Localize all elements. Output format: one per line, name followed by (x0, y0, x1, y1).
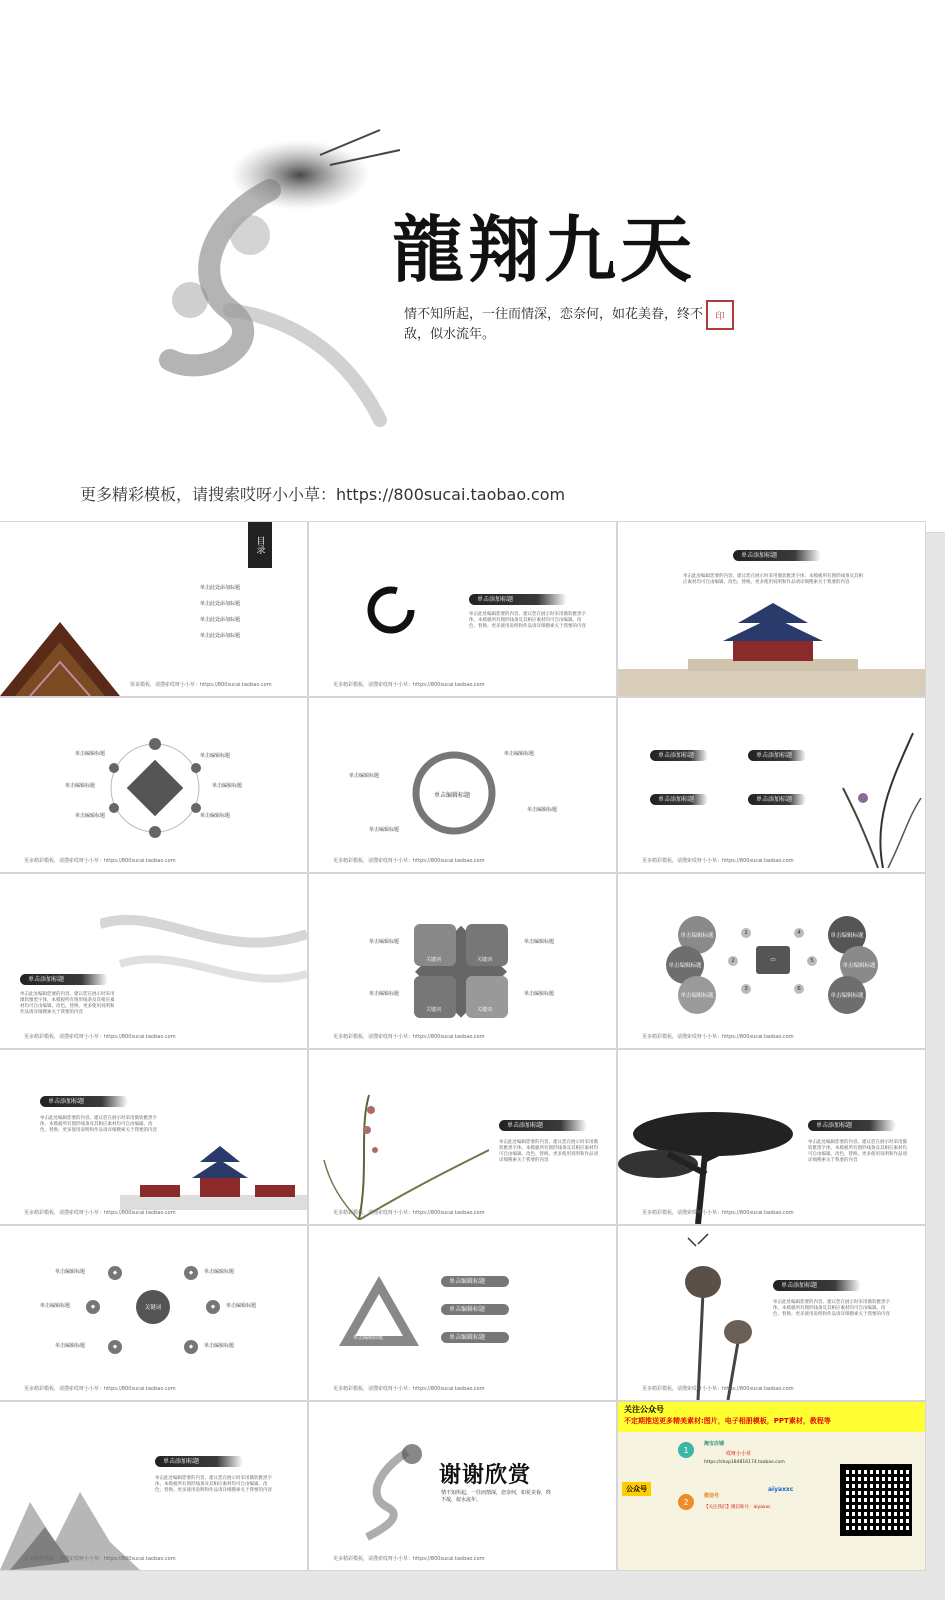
hero-banner-text[interactable]: 更多精彩模板，请搜索哎呀小小草：https://800sucai.taobao.com (80, 485, 566, 504)
ad-subheading: 不定期推送更多精美素材:图片，电子相册模板，PPT素材，教程等 (624, 1417, 831, 1425)
shop-name[interactable]: 哎呀小小草 (726, 1451, 752, 1457)
node-title-3[interactable]: 单击编辑标题 (55, 1343, 86, 1349)
hub-circle-4[interactable]: 单击编辑标题 (828, 916, 866, 954)
keyword-1[interactable]: 关键词 (426, 957, 442, 963)
hub-icon-3: ◆ (108, 1340, 122, 1354)
hub-icon-2: ◆ (86, 1300, 100, 1314)
slide-orchid-flower[interactable] (309, 1050, 616, 1224)
slide-footer: 更多精彩模板，请搜索哎呀小小草：https://800sucai.taobao.com (642, 1034, 794, 1040)
slide-temple-heaven[interactable] (618, 522, 925, 696)
slide-lotus[interactable] (618, 1226, 925, 1400)
slide-footer: 更多精彩模板，请搜索哎呀小小草：https://800sucai.taobao.com (642, 1210, 794, 1216)
step-2-note: 【关注我们】微信账号：aiyaxxc (704, 1505, 771, 1510)
node-title-4[interactable]: 单击编辑标题 (524, 991, 555, 997)
slide-recycle[interactable] (309, 1226, 616, 1400)
hub-circle-6[interactable]: 单击编辑标题 (828, 976, 866, 1014)
slide-body-text[interactable]: 单击此处编辑您要的内容，建议您在展示时采用微软雅黑字体，本模板所有图形线条及其相应素材均可自由编辑、改色、替换。更多使用说明和作品请详细搜索关于我要的内容 (469, 612, 586, 629)
hero-poem: 情不知所起，一往而情深，恋奈何，如花美眷，终不敌，似水流年。 (404, 307, 704, 342)
slide-footer: 更多精彩模板，请搜索哎呀小小草：https://800sucai.taobao.com (333, 1210, 485, 1216)
node-title-1[interactable]: 单击编辑标题 (369, 939, 400, 945)
number-6: 6 (794, 984, 804, 994)
hero-slide[interactable] (0, 0, 945, 532)
node-title-6[interactable]: 单击编辑标题 (200, 813, 231, 819)
slide-title-brush[interactable]: 单击添加标题 (733, 550, 821, 561)
list-tag-3[interactable]: 单击编辑标题 (441, 1332, 509, 1343)
tree-silhouette-image (618, 1104, 803, 1224)
step-1-badge: 1 (678, 1442, 694, 1458)
node-title-5[interactable]: 单击编辑标题 (212, 783, 243, 789)
slide-body-text[interactable]: 单击此处编辑您要的内容，建议您在展示时采用微软雅黑字体，本模板所有图形线条及其相应素材均可自由编辑、改色、替换。更多使用说明和作品请详细搜索关于我要的内容 (773, 1300, 890, 1317)
step-2-title: 微信号 (704, 1493, 720, 1499)
thanks-poem: 情不知所起，一往而情深，恋奈何，如花美眷，终不敌，似水流年。 (441, 1490, 552, 1503)
slide-title-brush[interactable]: 单击添加标题 (155, 1456, 243, 1467)
red-seal-stamp: 印 (706, 300, 734, 330)
slide-diamond-cycle[interactable] (0, 698, 307, 872)
list-tag-1[interactable]: 单击编辑标题 (441, 1276, 509, 1287)
node-title-1[interactable]: 单击编辑标题 (349, 773, 380, 779)
slide-toc[interactable] (0, 522, 307, 696)
slide-landscape[interactable] (0, 1402, 307, 1570)
hub-icon-4: ◆ (184, 1266, 198, 1280)
ink-wave-image (100, 904, 307, 1004)
ad-panel[interactable] (618, 1402, 925, 1570)
node-title-1[interactable]: 单击编辑标题 (55, 1269, 86, 1275)
slide-footer: 更多精彩模板，请搜索哎呀小小草：https://800sucai.taobao.com (333, 858, 485, 864)
slide-keyword-quad[interactable] (309, 874, 616, 1048)
node-title-2[interactable]: 单击编辑标题 (369, 991, 400, 997)
slide-title-brush[interactable]: 单击添加标题 (40, 1096, 128, 1107)
hub-circle-2[interactable]: 单击编辑标题 (666, 946, 704, 984)
slide-title-brush[interactable]: 单击添加标题 (650, 794, 708, 805)
qr-code[interactable] (840, 1464, 912, 1536)
step-1-title: 淘宝店铺 (704, 1441, 725, 1447)
ad-heading: 关注公众号 (624, 1405, 664, 1414)
slide-footer: 更多精彩模板，请搜索哎呀小小草：https://800sucai.taobao.com (24, 858, 176, 864)
thanks-title: 谢谢欣赏 (439, 1462, 532, 1488)
slide-title-brush[interactable]: 单击添加标题 (650, 750, 708, 761)
list-tag-2[interactable]: 单击编辑标题 (441, 1304, 509, 1315)
node-title-4[interactable]: 单击编辑标题 (204, 1269, 235, 1275)
slide-body-text[interactable]: 单击此处编辑您要的内容，建议您在展示时采用微软雅黑字体，本模板所有图形线条及其相应素材均可自由编辑、改色、替换。更多使用说明和作品请详细搜索关于我要的内容 (808, 1140, 907, 1163)
toc-item-3[interactable]: 单击此处添加标题 (200, 617, 241, 623)
slide-orchid-grid[interactable] (618, 698, 925, 872)
slide-keyword-hub[interactable] (0, 1226, 307, 1400)
node-title-3[interactable]: 单击编辑标题 (524, 939, 555, 945)
slide-monitor-hub[interactable] (618, 874, 925, 1048)
hero-title: 龍翔九天 (392, 207, 697, 292)
slide-footer: 更多精彩模板，请搜索哎呀小小草：https://800sucai.taobao.com (642, 1386, 794, 1392)
hub-icon-6: ◆ (184, 1340, 198, 1354)
slide-title-brush[interactable]: 单击添加标题 (20, 974, 108, 985)
slide-footer: 更多精彩模板，请搜索哎呀小小草：https://800sucai.taobao.com (642, 858, 794, 864)
temple-pavilion-image (120, 1140, 307, 1210)
monitor-icon: ▭ (756, 946, 790, 974)
keyword-4[interactable]: 关键词 (477, 1007, 493, 1013)
slide-ring[interactable] (309, 698, 616, 872)
node-title-3[interactable]: 单击编辑标题 (504, 751, 535, 757)
node-title-4[interactable]: 单击编辑标题 (527, 807, 558, 813)
slide-title-brush[interactable]: 单击添加标题 (748, 750, 806, 761)
slide-footer: 更多精彩模板，请搜索哎呀小小草：https://800sucai.taobao.com (24, 1386, 176, 1392)
hub-icon-1: ◆ (108, 1266, 122, 1280)
step-2-badge: 2 (678, 1494, 694, 1510)
node-title-3[interactable]: 单击编辑标题 (75, 813, 106, 819)
enso-circle-image (361, 580, 421, 640)
temple-of-heaven-image (618, 597, 925, 696)
slide-enso[interactable] (309, 522, 616, 696)
toc-item-2[interactable]: 单击此处添加标题 (200, 601, 241, 607)
toc-label: 目录 (248, 522, 272, 568)
number-5: 5 (807, 956, 817, 966)
keyword-2[interactable]: 关键词 (477, 957, 493, 963)
number-3: 3 (741, 984, 751, 994)
slide-body-text[interactable]: 单击此处编辑您要的内容，建议您在展示时采用微软雅黑字体，本模板所有图形线条及其相应素材均可自由编辑、改色、替换。更多使用说明和作品请详细搜索关于我要的内容 (20, 992, 115, 1015)
orchid-ink-image (833, 728, 923, 868)
shop-url[interactable]: https://shop184816174.taobao.com (704, 1460, 785, 1465)
hub-keyword[interactable]: 关键词 (136, 1290, 170, 1324)
hub-circle-3[interactable]: 单击编辑标题 (678, 976, 716, 1014)
number-4: 4 (794, 928, 804, 938)
lotus-pod-image (658, 1232, 768, 1400)
node-title-4[interactable]: 单击编辑标题 (200, 753, 231, 759)
wechat-id[interactable]: aiyaxxc (768, 1486, 794, 1493)
slide-footer: 更多精彩模板，请搜索哎呀小小草：https://800sucai.taobao.com (333, 682, 485, 688)
node-title-2[interactable]: 单击编辑标题 (65, 783, 96, 789)
slide-tree[interactable] (618, 1050, 925, 1224)
node-title-6[interactable]: 单击编辑标题 (204, 1343, 235, 1349)
node-title-1[interactable]: 单击编辑标题 (75, 751, 106, 757)
hub-icon-5: ◆ (206, 1300, 220, 1314)
ring-center-title[interactable]: 单击编辑标题 (434, 792, 471, 799)
slide-footer: 梁说模板，请搜索哎呀小小草：https://800sucai.taobao.com (130, 682, 272, 688)
orchid-flower-image (319, 1090, 489, 1220)
toc-item-1[interactable]: 单击此处添加标题 (200, 585, 241, 591)
slide-title-brush[interactable]: 单击添加标题 (499, 1120, 587, 1131)
slide-title-brush[interactable]: 单击添加标题 (773, 1280, 861, 1291)
number-2: 2 (728, 956, 738, 966)
node-title-5[interactable]: 单击编辑标题 (226, 1303, 257, 1309)
slide-footer: 更多精彩模板，请搜索哎呀小小草：https://800sucai.taobao.com (333, 1556, 485, 1562)
slide-footer: 更多精彩模板，请搜索哎呀小小草：https://800sucai.taobao.com (333, 1034, 485, 1040)
slide-title-brush[interactable]: 单击添加标题 (748, 794, 806, 805)
slide-footer: 更多精彩模板，请搜索哎呀小小草：https://800sucai.taobao.com (24, 1034, 176, 1040)
node-title-2[interactable]: 单击编辑标题 (40, 1303, 71, 1309)
node-title-2[interactable]: 单击编辑标题 (369, 827, 400, 833)
toc-item-4[interactable]: 单击此处添加标题 (200, 633, 241, 639)
ad-header (618, 1402, 925, 1432)
dragon-small-image (357, 1442, 437, 1542)
slide-footer: 更多精彩模板，请搜索哎呀小小草：https://800sucai.taobao.com (24, 1556, 176, 1562)
number-1: 1 (741, 928, 751, 938)
keyword-quad-diagram (404, 914, 519, 1029)
hub-circle-5[interactable]: 单击编辑标题 (840, 946, 878, 984)
slide-footer: 更多精彩模板，请搜索哎呀小小草：https://800sucai.taobao.com (333, 1386, 485, 1392)
slide-ink-wave[interactable] (0, 874, 307, 1048)
slide-thanks[interactable] (309, 1402, 616, 1570)
hub-circle-1[interactable]: 单击编辑标题 (678, 916, 716, 954)
slide-pavilion[interactable] (0, 1050, 307, 1224)
slide-title-brush[interactable]: 单击添加标题 (808, 1120, 896, 1131)
slide-body-text[interactable]: 单击此处编辑您要的内容，建议您在展示时采用微软雅黑字体，本模板所有图形线条及其相应素材均可自由编辑、改色、替换。更多使用说明和作品请详细搜索关于我要的内容 (499, 1140, 598, 1163)
slide-body-text[interactable]: 单击此处编辑您要的内容，建议您在展示时采用微软雅黑字体，本模板所有图形线条及其相应素材均可自由编辑、改色、替换。更多使用说明和作品请详细搜索关于我要的内容 (40, 1116, 157, 1133)
recycle-label[interactable]: 单击编辑标题 (353, 1335, 384, 1341)
slide-title-brush[interactable]: 单击添加标题 (469, 594, 567, 605)
slide-footer: 更多精彩模板，请搜索哎呀小小草：https://800sucai.taobao.com (24, 1210, 176, 1216)
slide-body-text[interactable]: 单击此处编辑您要的内容，建议您在展示时采用微软雅黑字体，本模板所有图形线条及其相应素材均可自由编辑、改色、替换。更多使用说明和作品请详细搜索关于我要的内容 (683, 574, 863, 585)
temple-roof-image (0, 612, 120, 696)
dragon-ink-illustration (150, 120, 410, 430)
slide-body-text[interactable]: 单击此处编辑您要的内容，建议您在展示时采用微软雅黑字体，本模板所有图形线条及其相应素材均可自由编辑、改色、替换。更多使用说明和作品请详细搜索关于我要的内容 (155, 1476, 272, 1493)
diamond-ring-diagram (100, 738, 210, 838)
ad-account-label: 公众号 (622, 1482, 651, 1496)
keyword-3[interactable]: 关键词 (426, 1007, 442, 1013)
